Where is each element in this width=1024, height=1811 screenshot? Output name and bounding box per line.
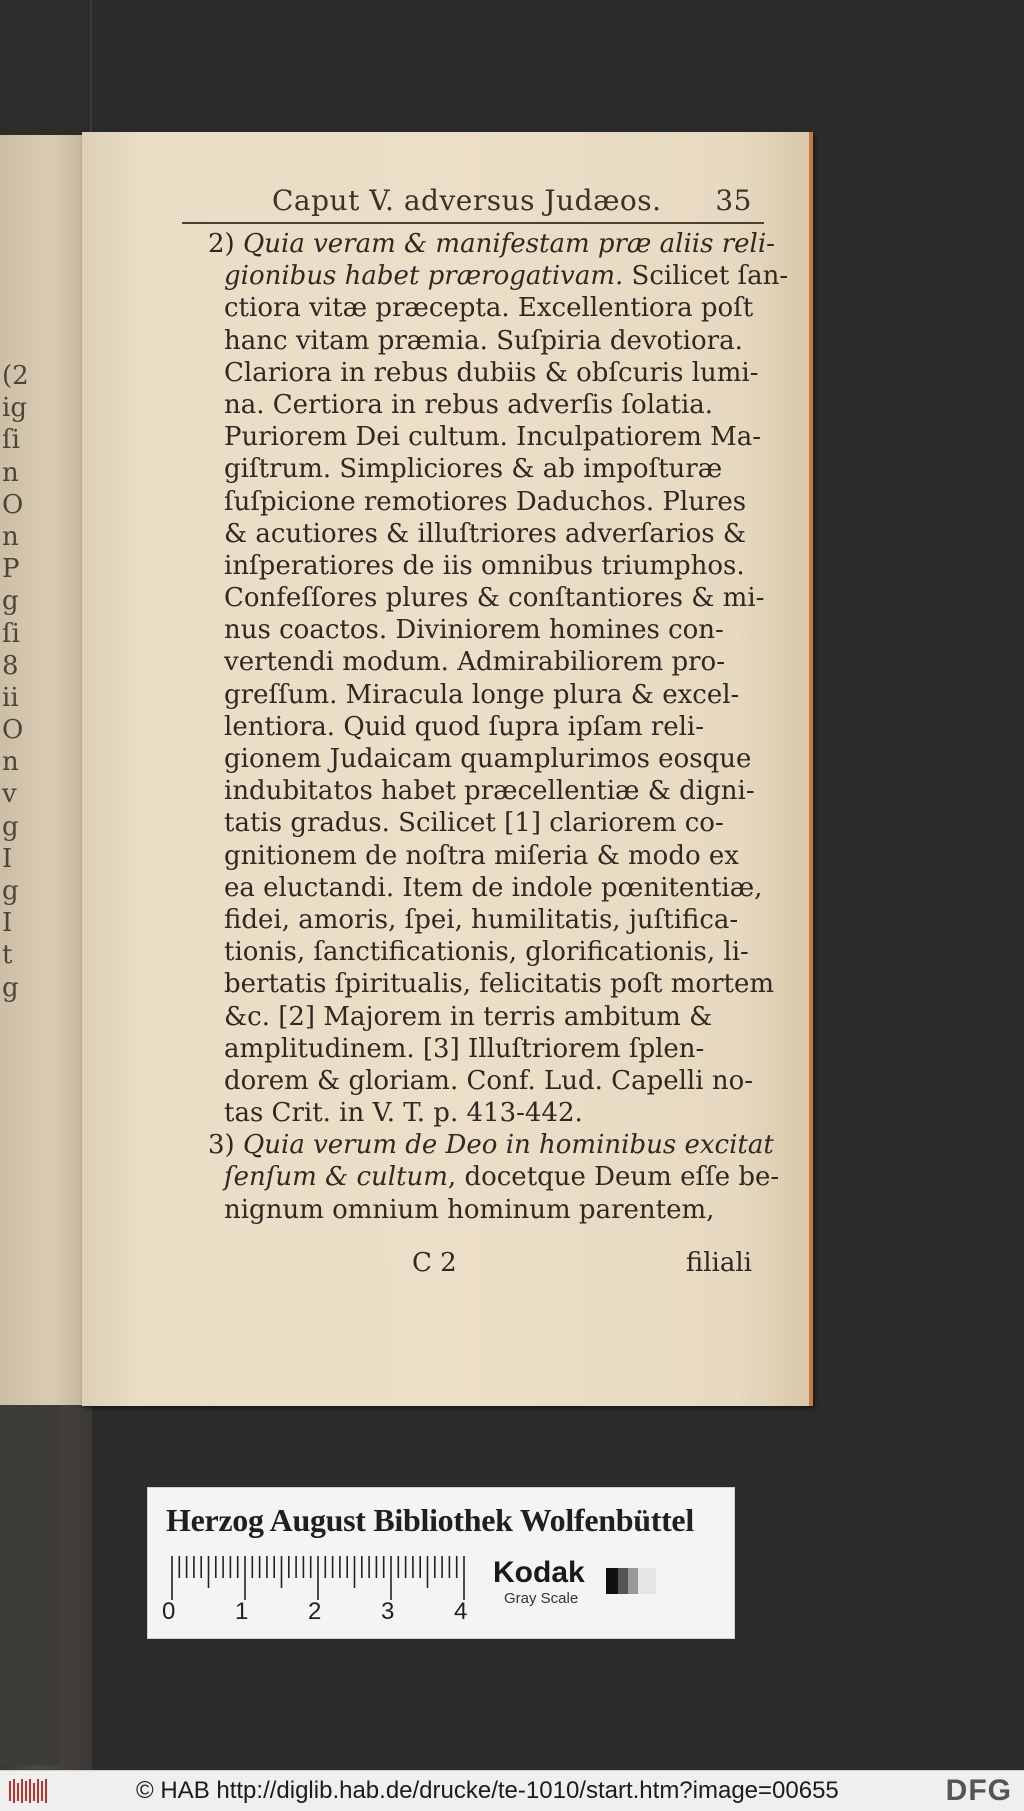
roman-segment: vertendi modum. Admirabiliorem pro- (224, 647, 725, 678)
ruler-numbers (162, 1598, 472, 1628)
neighbor-fragment: g (2, 811, 19, 842)
neighbor-fragment: n (2, 747, 19, 778)
text-line (142, 1194, 762, 1226)
roman-segment: Clariora in rebus dubiis & obſcuris lumi- (224, 357, 759, 388)
footer-bar (0, 1770, 1024, 1811)
text-line (142, 228, 775, 260)
text-line (142, 518, 762, 550)
text-line (142, 389, 762, 421)
roman-segment: indubitatos habet præcellentiæ & digni- (224, 776, 755, 807)
neighbor-page-fragments (2, 360, 42, 1004)
text-line (142, 1065, 762, 1097)
neighbor-fragment: n (2, 521, 19, 552)
roman-segment: ctiora vitæ præcepta. Excellentiora poſt (224, 293, 754, 324)
scan-background (0, 0, 90, 135)
text-line (142, 550, 762, 582)
gray-scale-patch (606, 1568, 656, 1594)
text-line (142, 775, 762, 807)
text-line (142, 421, 762, 453)
body-text (142, 228, 789, 1226)
dfg-logo: DFG (945, 1774, 1012, 1807)
roman-segment: tas Crit. in V. T. p. 413-442. (224, 1098, 583, 1129)
kodak-brand: Kodak (493, 1556, 585, 1589)
text-line (142, 486, 762, 518)
text-line (142, 872, 762, 904)
text-line (142, 453, 762, 485)
roman-segment: 3) (208, 1130, 243, 1161)
roman-segment: nignum omnium hominum parentem, (224, 1194, 715, 1225)
running-header (187, 182, 767, 220)
roman-segment: Confeſſores plures & conſtantiores & mi- (224, 583, 765, 614)
text-line (142, 807, 762, 839)
text-line (142, 325, 762, 357)
text-line (142, 679, 762, 711)
text-line (142, 614, 762, 646)
ruler-number: 0 (162, 1598, 176, 1625)
roman-segment: lentiora. Quid quod ſupra ipſam reli- (224, 711, 704, 742)
ruler-number: 3 (381, 1598, 395, 1625)
roman-segment: giſtrum. Simpliciores & ab impoſturæ (224, 454, 723, 485)
roman-segment: tionis, ſanctificationis, glorificationis, li- (224, 937, 749, 968)
text-line (142, 1097, 762, 1129)
text-line (142, 968, 774, 1000)
neighbor-fragment: (2 (2, 361, 29, 391)
roman-segment: gionem Judaicam quamplurimos eosque (224, 744, 752, 774)
neighbor-fragment: ii (2, 682, 19, 713)
roman-segment: na. Certiora in rebus adverſis ſolatia. (224, 389, 714, 420)
roman-segment: inſperatiores de iis omnibus triumphos. (224, 550, 745, 581)
roman-segment: Scilicet ſan- (623, 261, 789, 292)
italic-segment: ſenſum & cultum (224, 1162, 448, 1193)
text-line (142, 840, 762, 872)
header-rule (182, 222, 764, 224)
roman-segment: tatis gradus. Scilicet [1] clariorem co- (224, 808, 724, 839)
roman-segment: hanc vitam præmia. Suſpiria devotiora. (224, 325, 743, 356)
roman-segment: , docetque Deum eſſe be- (447, 1162, 780, 1193)
neighbor-page-shadow (0, 1405, 60, 1765)
italic-segment: Quia veram & manifestam præ aliis reli- (242, 229, 775, 259)
neighbor-fragment: t (2, 940, 13, 971)
page-footer (222, 1247, 762, 1279)
neighbor-fragment: ſi (2, 618, 20, 649)
header-title: Caput V. adversus Judæos. (272, 184, 662, 217)
ruler-number: 2 (308, 1598, 322, 1625)
hab-logo-icon (8, 1777, 48, 1805)
roman-segment: ea eluctandi. Item de indole pœnitentiæ, (224, 872, 763, 903)
book-page (82, 132, 813, 1406)
text-line (142, 260, 789, 292)
signature-mark: C 2 (412, 1248, 457, 1278)
text-line (142, 357, 762, 389)
neighbor-fragment: ſi (2, 425, 20, 456)
text-line (142, 936, 762, 968)
text-line (142, 1161, 780, 1193)
neighbor-fragment: g (2, 586, 19, 617)
neighbor-fragment: O (2, 715, 24, 746)
ruler-number: 4 (454, 1598, 468, 1625)
roman-segment: &c. [2] Majorem in terris ambitum & (224, 1001, 713, 1032)
italic-segment: gionibus habet prærogativam. (224, 261, 624, 292)
text-line (142, 711, 762, 743)
text-line (142, 1001, 762, 1033)
roman-segment: & acutiores & illuſtriores adverſarios & (224, 518, 746, 549)
roman-segment: bertatis ſpiritualis, felicitatis poſt mortem (224, 969, 774, 1000)
neighbor-fragment: I (2, 908, 13, 939)
roman-segment: gnitionem de noſtra miſeria & modo ex (224, 840, 739, 871)
neighbor-fragment: n (2, 457, 19, 488)
neighbor-fragment: I (2, 843, 13, 874)
text-line (142, 582, 765, 614)
roman-segment: ſuſpicione remotiores Daduchos. Plures (224, 486, 747, 517)
roman-segment: 2) (208, 229, 243, 259)
text-line (142, 292, 762, 324)
kodak-subtitle: Gray Scale (504, 1590, 579, 1607)
italic-segment: Quia verum de Deo in hominibus excitat (242, 1130, 774, 1161)
roman-segment: fidei, amoris, ſpei, humilitatis, juſtifica- (224, 904, 739, 935)
roman-segment: Puriorem Dei cultum. Inculpatiorem Ma- (224, 422, 762, 453)
roman-segment: greſſum. Miracula longe plura & excel- (224, 679, 740, 710)
ruler-scale (168, 1552, 468, 1602)
neighbor-fragment: 8 (2, 650, 19, 681)
neighbor-fragment: ig (2, 393, 27, 424)
neighbor-fragment: v (2, 779, 17, 810)
neighbor-fragment: P (2, 554, 20, 585)
text-line (142, 646, 762, 678)
copyright-url[interactable]: © HAB http://diglib.hab.de/drucke/te-1010/start.htm?image=00655 (136, 1777, 839, 1804)
roman-segment: amplitudinem. [3] Illuſtriorem ſplen- (224, 1033, 705, 1064)
neighbor-fragment: g (2, 876, 19, 906)
roman-segment: dorem & gloriam. Conf. Lud. Capelli no- (224, 1065, 754, 1096)
page-number: 35 (715, 184, 752, 217)
neighbor-fragment: g (2, 972, 19, 1003)
ruler-number: 1 (235, 1598, 249, 1625)
catchword: filiali (685, 1248, 752, 1278)
text-line (142, 1129, 774, 1161)
roman-segment: nus coactos. Diviniorem homines con- (224, 615, 724, 646)
library-color-card (147, 1487, 735, 1639)
neighbor-page (0, 135, 86, 1405)
text-line (142, 904, 762, 936)
library-name: Herzog August Bibliothek Wolfenbüttel (166, 1502, 694, 1538)
text-line (142, 1033, 762, 1065)
neighbor-fragment: O (2, 489, 24, 520)
text-line (142, 743, 762, 775)
